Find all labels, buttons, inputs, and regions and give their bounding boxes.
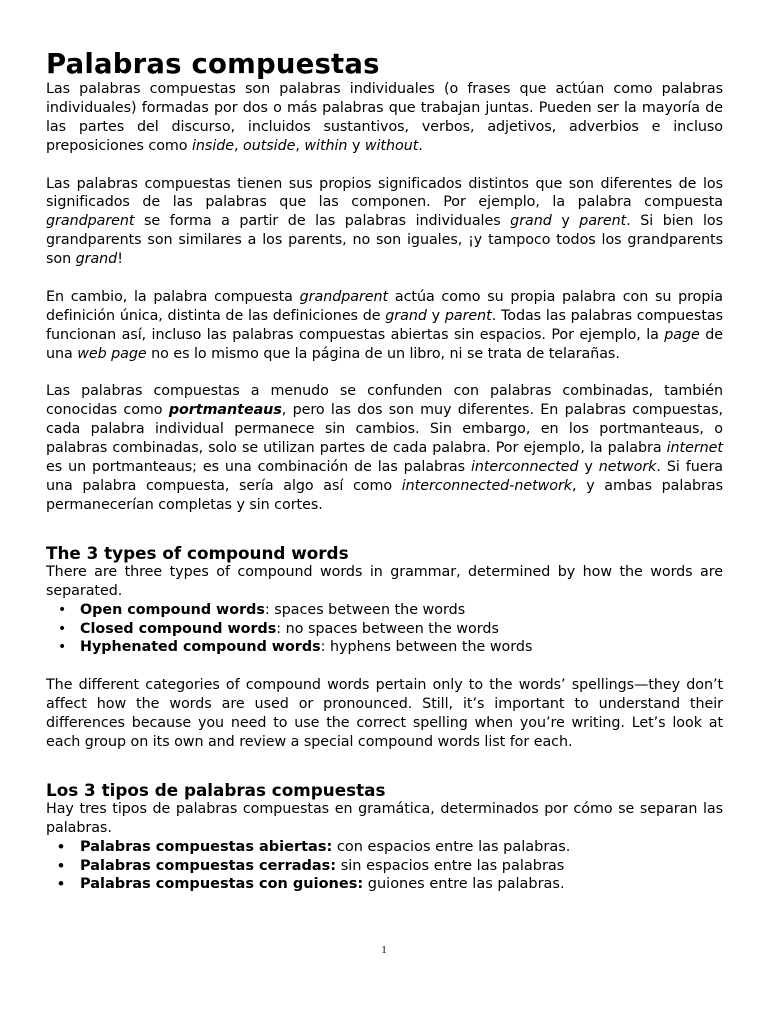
- emphasis-text: grand: [385, 307, 427, 324]
- list-item-text: : no spaces between the words: [276, 620, 499, 637]
- list-item-label: Palabras compuestas cerradas:: [80, 857, 337, 874]
- emphasis-text: interconnected-network: [401, 477, 573, 494]
- list-item: [80, 601, 723, 620]
- paragraph-3: [46, 288, 723, 364]
- list-item-text: guiones entre las palabras.: [363, 876, 565, 893]
- emphasis-text: network: [598, 459, 657, 476]
- section-intro-es: Hay tres tipos de palabras compuestas en gramática, determinados por cómo se separan las palabras.: [46, 800, 723, 836]
- section-heading-en: The 3 types of compound words: [46, 542, 349, 563]
- compound-types-list-en: [46, 601, 723, 658]
- list-item: [80, 857, 723, 876]
- text-run: no es lo mismo que la página de un libro, ni se trata de telarañas.: [146, 345, 620, 362]
- text-run: de una: [46, 326, 723, 362]
- emphasis-text: web page: [77, 345, 147, 362]
- emphasis-text: interconnected: [470, 459, 579, 476]
- text-run: Las palabras compuestas tienen sus propios significados distintos que son diferentes de los significados de las palabras que las componen. Por ejemplo, la palabra compuesta: [46, 175, 723, 211]
- text-run: .: [418, 137, 423, 154]
- emphasis-text: without: [364, 137, 419, 154]
- list-item: [80, 620, 723, 639]
- compound-types-list-es: [46, 838, 723, 895]
- text-run: !: [117, 251, 123, 268]
- list-item-text: : spaces between the words: [264, 601, 466, 618]
- emphasis-text: parent: [444, 307, 492, 324]
- text-run: y: [551, 213, 580, 230]
- paragraph-2: [46, 175, 723, 270]
- emphasis-text: grandparent: [299, 288, 389, 305]
- emphasis-text: internet: [666, 440, 723, 457]
- page-number: 1: [381, 944, 387, 956]
- text-run: ,: [295, 137, 305, 154]
- text-run: En cambio, la palabra compuesta: [46, 288, 300, 305]
- text-run: . Todas las palabras compuestas funcionan así, incluso las palabras compuestas abiertas sin espacios. Por ejemplo, la: [46, 307, 723, 343]
- emphasis-text: grandparent: [46, 213, 135, 230]
- text-run: y: [426, 307, 445, 324]
- list-item-text: con espacios entre las palabras.: [332, 838, 571, 855]
- text-run: y: [347, 137, 365, 154]
- emphasis-text: outside: [243, 137, 296, 154]
- emphasis-text: inside: [191, 137, 235, 154]
- list-item: [80, 875, 723, 894]
- emphasis-text: within: [304, 137, 348, 154]
- list-item-label: Palabras compuestas abiertas:: [80, 838, 333, 855]
- emphasis-text: page: [664, 326, 700, 343]
- text-run: se forma a partir de las palabras individuales: [134, 213, 511, 230]
- spacer: [46, 515, 723, 543]
- text-run: ,: [234, 137, 244, 154]
- text-run: actúa como su propia palabra con su propia definición única, distinta de las definiciones de: [46, 288, 723, 324]
- emphasis-text: parent: [579, 213, 627, 230]
- list-item-text: sin espacios entre las palabras: [336, 857, 565, 874]
- section-intro-en: There are three types of compound words in grammar, determined by how the words are separated.: [46, 563, 723, 599]
- text-run: es un portmanteaus; es una combinación de las palabras: [46, 459, 471, 476]
- list-item-label: Open compound words: [80, 601, 265, 618]
- list-item-label: Palabras compuestas con guiones:: [80, 876, 364, 893]
- text-run: y: [578, 459, 599, 476]
- text-run: Las palabras compuestas a menudo se confunden con palabras combinadas, también conocidas como: [46, 383, 723, 419]
- text-run: , y ambas palabras permanecerían completas y sin cortes.: [46, 477, 723, 513]
- paragraph-4: [46, 382, 723, 514]
- list-item: [80, 838, 723, 857]
- list-item-label: Hyphenated compound words: [80, 639, 321, 656]
- spacer: [46, 364, 723, 383]
- text-run: . Si fuera una palabra compuesta, sería algo así como: [46, 459, 724, 494]
- text-run: , pero las dos son muy diferentes. En palabras compuestas, cada palabra individual permanece sin cambios. Sin embargo, en los portmanteaus, o palabras combinadas, solo se utilizan partes de cada palabra. Por ejemplo, la palabra: [46, 402, 724, 457]
- paragraph-1: [46, 80, 723, 156]
- text-run: Las palabras compuestas son palabras individuales (o frases que actúan como palabras individuales) formadas por dos o más palabras que trabajan juntas. Pueden ser la mayoría de las partes del discurso, incluidos sustantivos, verbos, adjetivos, adverbios e incluso preposiciones como: [46, 81, 723, 154]
- spacer: [46, 752, 723, 780]
- text-run: . Si bien los grandparents son similares a los parents, no son iguales, ¡y tampoco todos los grandparents son: [46, 213, 723, 268]
- list-item-label: Closed compound words: [80, 620, 277, 637]
- page-title: Palabras compuestas: [46, 48, 380, 80]
- list-item: [80, 638, 723, 657]
- list-item-text: : hyphens between the words: [320, 639, 533, 656]
- spacer: [46, 657, 723, 676]
- section-outro-en: The different categories of compound words pertain only to the words’ spellings—they don’t affect how the words are used or pronounced. Still, it’s important to understand their differences because you need to use the correct spelling when you’re writing. Let’s look at each group on its own and review a special compound words list for each.: [46, 677, 723, 750]
- section-heading-es: Los 3 tipos de palabras compuestas: [46, 779, 386, 800]
- spacer: [46, 269, 723, 288]
- emphasis-text: portmanteaus: [168, 402, 282, 419]
- spacer: [46, 156, 723, 175]
- emphasis-text: grand: [510, 213, 552, 230]
- emphasis-text: grand: [75, 251, 118, 268]
